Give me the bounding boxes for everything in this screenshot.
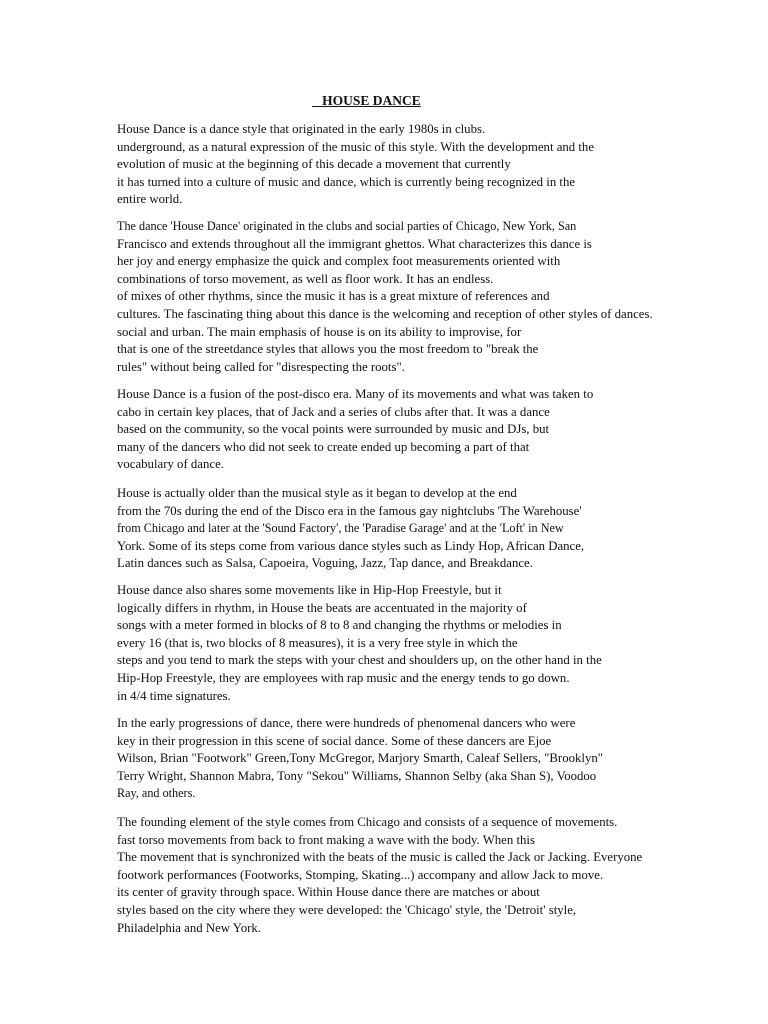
text-line: in 4/4 time signatures. [117,688,231,703]
paragraph-chicago-clubs [117,218,653,376]
text-line: that is one of the streetdance styles that allows you the most freedom to "break the [117,342,539,357]
text-line: Wilson, Brian "Footwork" Green,Tony McGregor, Marjory Smarth, Caleaf Sellers, "Brooklyn" [117,751,603,766]
text-line: steps and you tend to mark the steps with your chest and shoulders up, on the other hand in the [117,653,602,668]
text-line: House is actually older than the musical style as it began to develop at the end [117,486,517,500]
text-line: songs with a meter formed in blocks of 8 to 8 and changing the rhythms or melodies in [117,618,562,633]
text-line: from Chicago and later at the 'Sound Factory', the 'Paradise Garage' and at the 'Loft' in New [117,521,564,536]
text-line: Francisco and extends throughout all the immigrant ghettos. What characterizes this dance is [117,236,592,251]
text-line: York. Some of its steps come from various dance styles such as Lindy Hop, African Dance, [117,538,585,553]
paragraph-hiphop-comparison [117,582,602,705]
text-line: evolution of music at the beginning of this decade a movement that currently [117,157,511,172]
paragraph-dancers [117,715,603,803]
text-line: entire world. [117,192,183,207]
paragraph-history [117,485,584,573]
text-line: House Dance is a fusion of the post-disco era. Many of its movements and what was taken to [117,387,594,401]
text-line: her joy and energy emphasize the quick and complex foot measurements oriented with [117,254,561,269]
text-line: In the early progressions of dance, there were hundreds of phenomenal dancers who were [117,716,576,730]
text-line: it has turned into a culture of music and dance, which is currently being recognized in the [117,174,576,189]
text-line: Ray, and others. [117,786,196,801]
paragraph-origins [117,121,594,209]
text-line: Terry Wright, Shannon Mabra, Tony "Sekou" Williams, Shannon Selby (aka Shan S), Voodoo [117,768,597,783]
document-title-text: HOUSE DANCE [322,93,421,108]
text-line: cabo in certain key places, that of Jack and a series of clubs after that. It was a dance [117,404,550,419]
text-line: fast torso movements from back to front making a wave with the body. When this [117,832,535,847]
text-line: combinations of torso movement, as well as floor work. It has an endless. [117,271,494,286]
text-line: House dance also shares some movements like in Hip-Hop Freestyle, but it [117,583,502,597]
paragraph-founding-element [117,814,642,937]
text-line: House Dance is a dance style that originated in the early 1980s in clubs. [117,122,486,136]
paragraph-post-disco [117,386,593,474]
text-line: The movement that is synchronized with the beats of the music is called the Jack or Jacking. Everyone [117,850,643,865]
text-line: vocabulary of dance. [117,457,224,472]
text-line: social and urban. The main emphasis of house is on its ability to improvise, for [117,324,522,339]
text-line: The dance 'House Dance' originated in the clubs and social parties of Chicago, New York, San [117,219,577,233]
text-line: many of the dancers who did not seek to create ended up becoming a part of that [117,439,530,454]
text-line: Latin dances such as Salsa, Capoeira, Voguing, Jazz, Tap dance, and Breakdance. [117,556,533,571]
text-line: from the 70s during the end of the Disco era in the famous gay nightclubs 'The Warehouse' [117,503,582,518]
text-line: of mixes of other rhythms, since the music it has is a great mixture of references and [117,289,550,304]
text-line: based on the community, so the vocal points were surrounded by music and DJs, but [117,422,550,437]
text-line: Hip-Hop Freestyle, they are employees with rap music and the energy tends to go down. [117,670,570,685]
text-line: every 16 (that is, two blocks of 8 measures), it is a very free style in which the [117,635,518,650]
text-line: footwork performances (Footworks, Stomping, Skating...) accompany and allow Jack to move. [117,867,604,882]
text-line: key in their progression in this scene of social dance. Some of these dancers are Ejoe [117,733,552,748]
text-line: logically differs in rhythm, in House the beats are accentuated in the majority of [117,600,527,615]
document-title [312,92,421,110]
text-line: its center of gravity through space. Within House dance there are matches or about [117,885,540,900]
text-line: styles based on the city where they were developed: the 'Chicago' style, the 'Detroit' style, [117,902,577,917]
text-line: Philadelphia and New York. [117,920,261,935]
text-line: The founding element of the style comes from Chicago and consists of a sequence of movements. [117,815,618,829]
text-line: rules" without being called for "disrespecting the roots". [117,359,405,374]
text-line: underground, as a natural expression of the music of this style. With the development and the [117,139,595,154]
text-line: cultures. The fascinating thing about this dance is the welcoming and reception of other styles of dances. [117,306,653,321]
